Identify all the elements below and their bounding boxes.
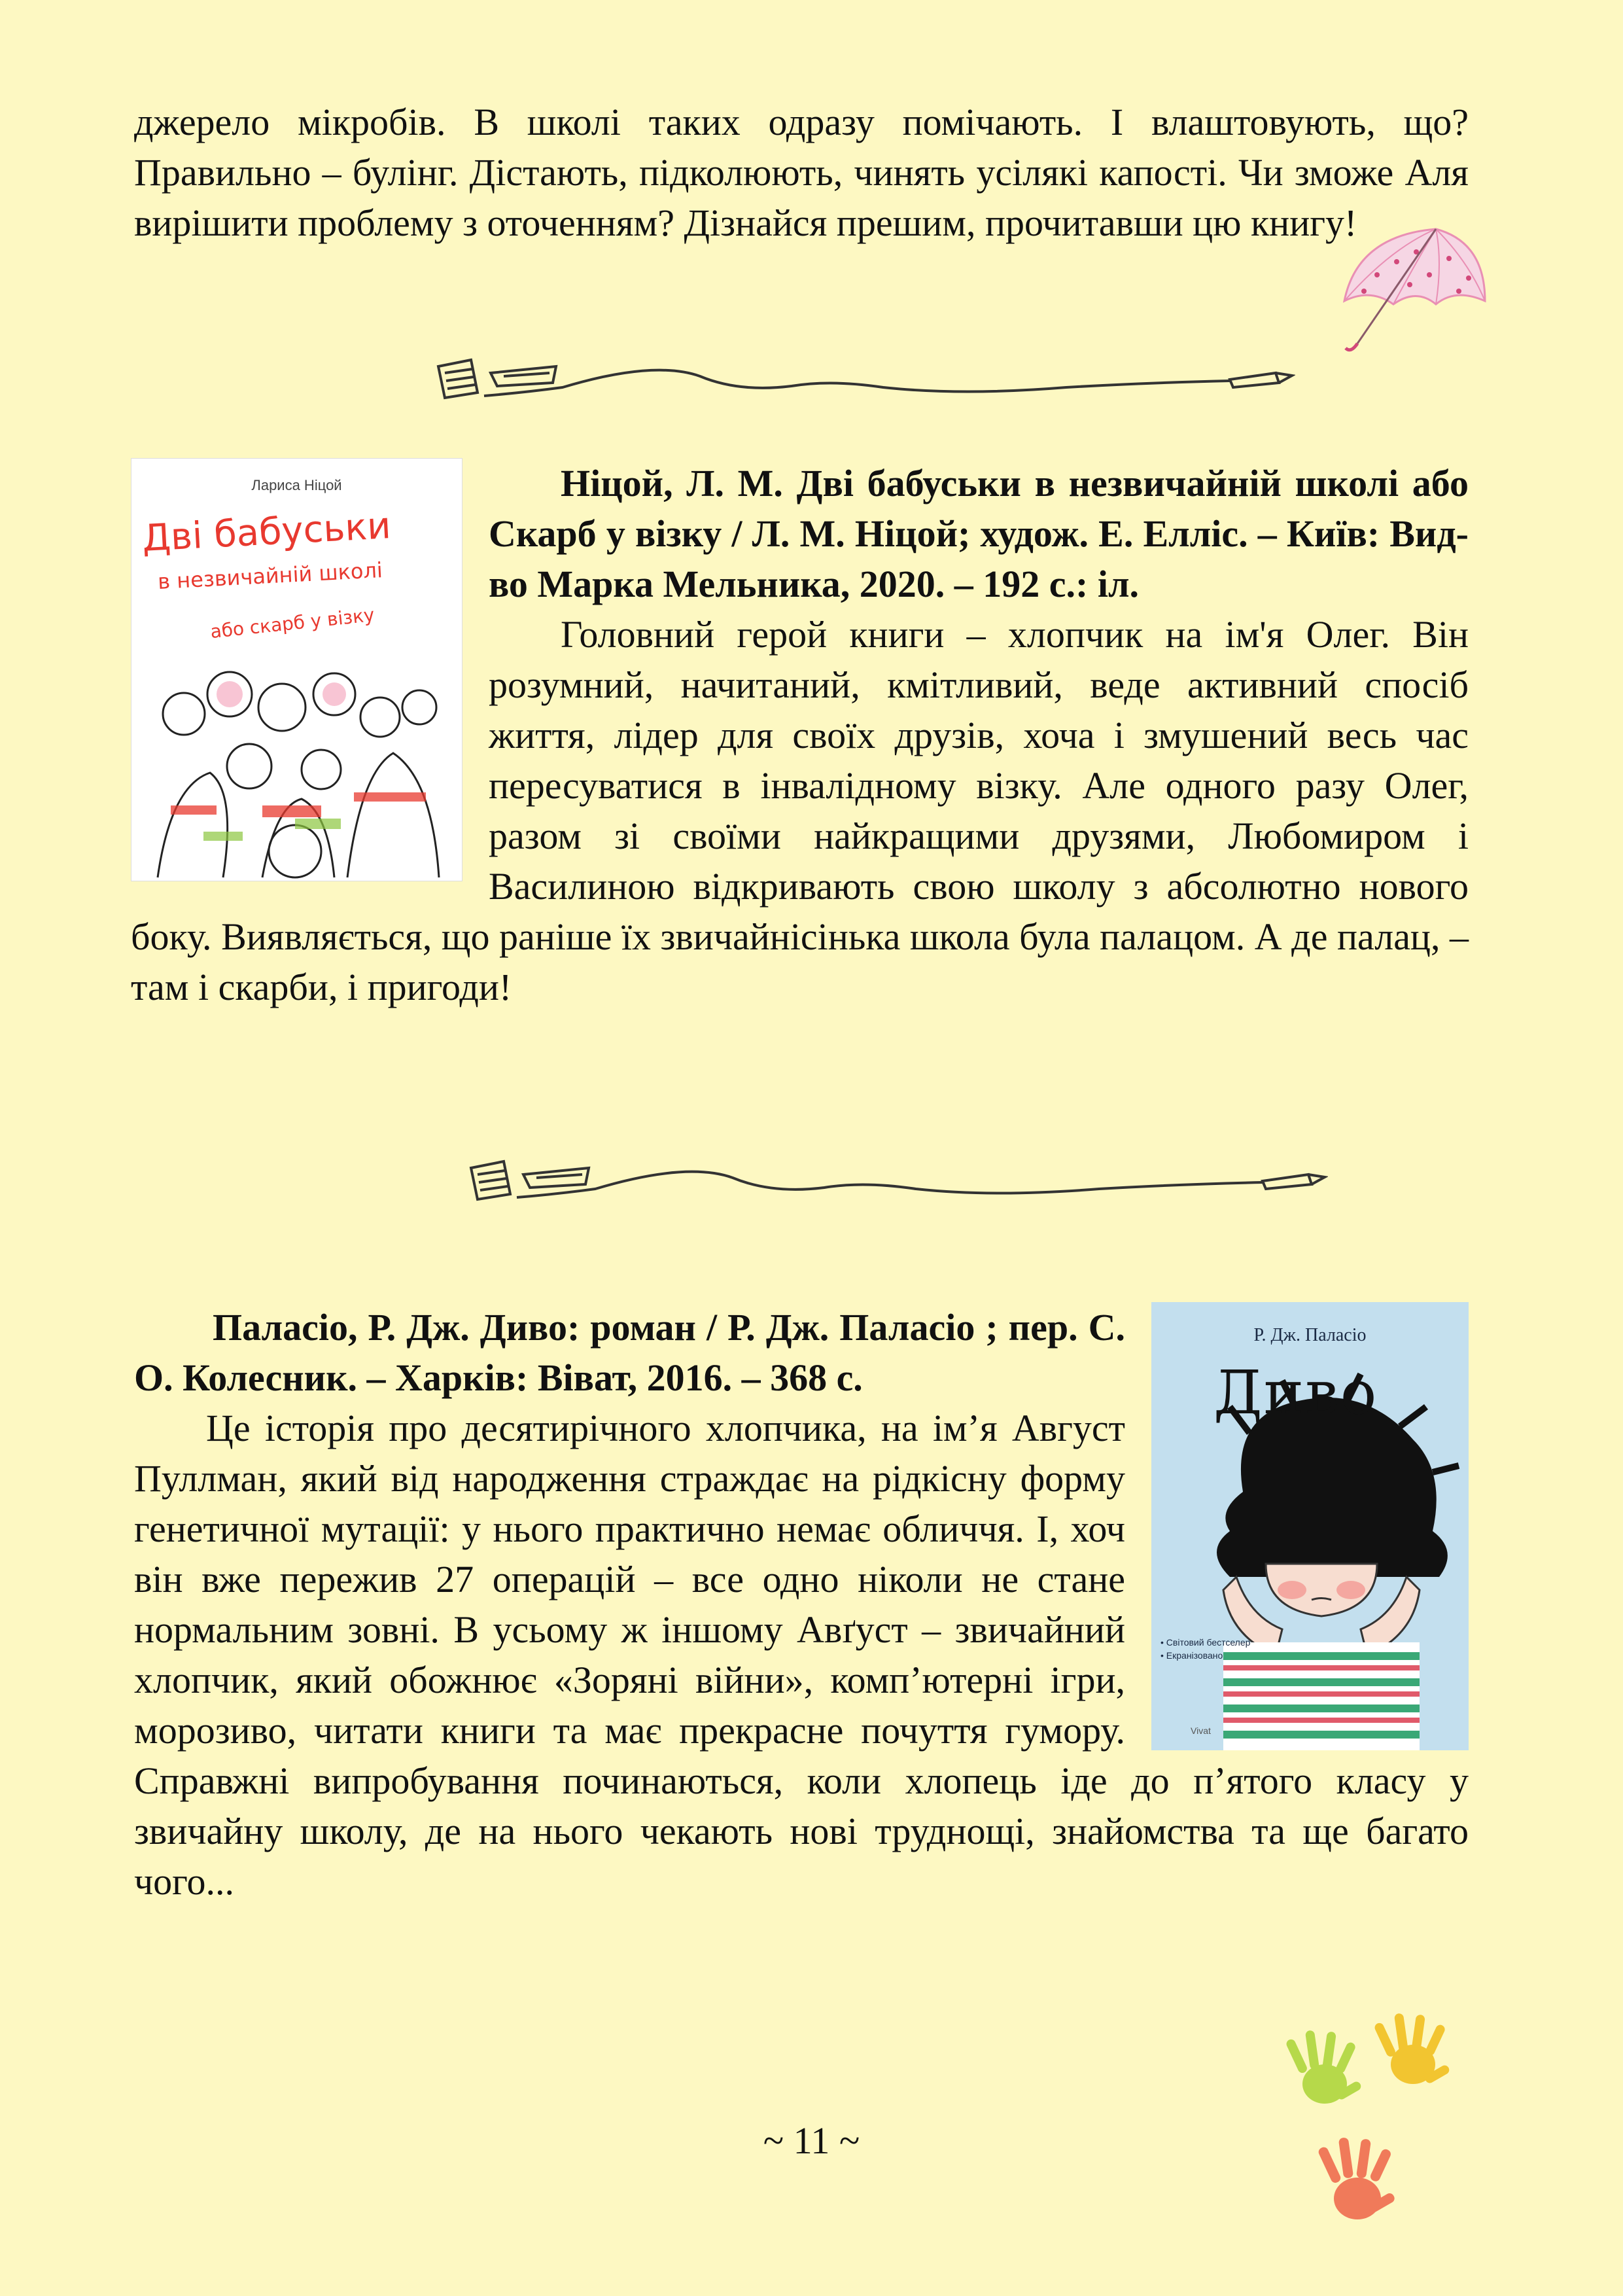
book2-citation: Паласіо, Р. Дж. Диво: роман / Р. Дж. Паласіо ; пер. С. О. Колесник. – Харків: Віват, 2016. – 368 с.: [134, 1306, 1125, 1399]
book2-cover-tag: • Екранізовано: [1161, 1650, 1223, 1661]
book2-cover-tag: • Світовий бестселер: [1161, 1637, 1251, 1648]
book1-cover-title: Дві бабуськи: [141, 504, 393, 560]
book1-cover: [131, 458, 462, 881]
book1-block: [131, 458, 1469, 1012]
decorative-divider: [458, 1148, 1328, 1207]
book1-citation: Ніцой, Л. М. Дві бабуськи в незвичайній школі або Скарб у візку / Л. М. Ніцой; худож. Е. Елліс. – Київ: Вид-во Марка Мельника, 2020. – 192 с.: іл.: [489, 462, 1469, 605]
umbrella-icon: [1338, 222, 1488, 360]
decorative-divider: [425, 347, 1295, 406]
book2-cover: [1151, 1302, 1469, 1750]
book2-cover-author: Р. Дж. Паласіо: [1253, 1325, 1367, 1345]
book2-description: Це історія про десятирічного хлопчика, на ім’я Август Пуллман, який від народження страждає на рідкісну форму генетичної мутації: у нього практично немає обличчя. І, хоч він вже пережив 27 операцій – все одно ніколи не стане нормальним зовні. В усьому ж іншому Авґуст – звичайний хлопчик, який обожнює «Зоряні війни», комп’ютерні ігри, морозиво, читати книги та має прекрасне почуття гумору. Справжні випробування починаються, коли хлопець іде до п’ятого класу у звичайну школу, де на нього чекають нові труднощі, знайомства та ще багато чого...: [134, 1407, 1469, 1903]
book1-cover-illustration: [131, 655, 462, 881]
book2-block: [134, 1302, 1469, 1907]
intro-paragraph: джерело мікробів. В школі таких одразу помічають. І влаштовують, що? Правильно – булінг. Дістають, підколюють, чинять усілякі капості. Чи зможе Аля вирішити проблему з оточенням? Дізнайся прешим, прочитавши цю книгу!: [134, 101, 1469, 244]
book1-description: Головний герой книги – хлопчик на ім'я Олег. Він розумний, начитаний, кмітливий, веде активний спосіб життя, лідер для своїх друзів, хоча і змушений весь час пересуватися в інвалідному візку. Але одного разу Олег, разом зі своїми найкращими друзями, Любомиром і Василиною відкривають свою школу з абсолютно нового боку. Виявляється, що раніше їх звичайнісінька школа була палацом. А де палац, – там і скарби, і пригоди!: [131, 613, 1469, 1008]
book1-cover-author: Лариса Ніцой: [251, 477, 342, 493]
page-number: ~ 11 ~: [763, 2119, 860, 2162]
book2-cover-title: Диво: [1213, 1358, 1378, 1428]
book1-cover-subtitle: в незвичайній школі: [157, 557, 383, 594]
book2-cover-publisher: Vivat: [1191, 1725, 1211, 1736]
book1-cover-subtitle2: або скарб у візку: [209, 603, 376, 643]
